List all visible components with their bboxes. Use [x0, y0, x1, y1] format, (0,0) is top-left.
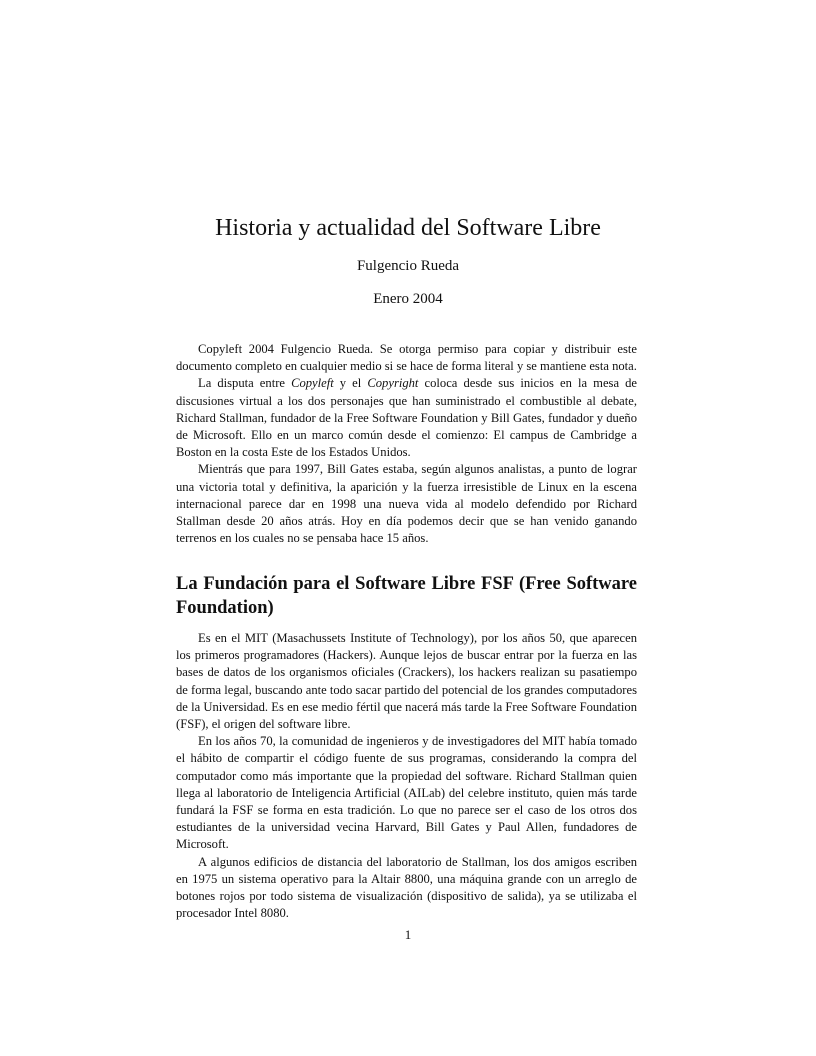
copyright-term: Copyright [367, 376, 419, 391]
abstract-text-part: coloca desde sus inicios en la mesa de discusiones virtual a los dos personajes que han suministrado el combustible al debate, Richard Stallman, fundador de la Free Software Foundation y Bill Gates, fundador y dueño de Microsoft. Ello en un marco común desde el comienzo: El campus de Cambridge a Boston en la costa Este de los Estados Unidos. [176, 376, 637, 460]
document-date: Enero 2004 [373, 291, 443, 307]
section-body [176, 630, 637, 922]
section-heading: La Fundación para el Software Libre FSF (Free Software Foundation) [176, 574, 637, 618]
document-title: Historia y actualidad del Software Libre [215, 215, 601, 241]
abstract-block [176, 341, 637, 547]
abstract-text-part: La disputa entre [198, 376, 292, 391]
page-number: 1 [404, 927, 412, 942]
abstract-paragraph-dispute [176, 375, 637, 461]
abstract-paragraph-linux: Mientrás que para 1997, Bill Gates estaba, según algunos analistas, a punto de lograr una victoria total y definitiva, la aparición y la fuerza irresistible de Linux en la escena internacional parece dar en 1998 una nueva vida al modelo defendido por Richard Stallman desde 20 años atrás. Hoy en día podemos decir que se han venido ganando terrenos en los cuales no se pensaba hace 15 años. [176, 462, 637, 546]
section-paragraph-mit: Es en el MIT (Masachussets Institute of Technology), por los años 50, que aparecen los primeros programadores (Hackers). Aunque lejos de buscar entrar por la fuerza en las bases de datos de los organismos oficiales (Crackers), los hackers realizan su pasatiempo de forma legal, buscando ante todo sacar partido del potencial de los grandes computadores de la Universidad. Es en ese medio fértil que nacerá más tarde la Free Software Foundation (FSF), el origen del software libre. [176, 631, 637, 732]
section-paragraph-altair: A algunos edificios de distancia del laboratorio de Stallman, los dos amigos escriben en 1975 un sistema operativo para la Altair 8800, una máquina grande con un arreglo de botones rojos por todo sistema de visualización (dispositivo de salida), ya se utilizaba el procesador Intel 8080. [176, 854, 637, 921]
document-author: Fulgencio Rueda [356, 258, 460, 274]
copyleft-notice-paragraph: Copyleft 2004 Fulgencio Rueda. Se otorga permiso para copiar y distribuir este documento completo en cualquier medio si se hace de forma literal y se mantiene esta nota. [176, 342, 637, 374]
section-paragraph-seventies: En los años 70, la comunidad de ingenieros y de investigadores del MIT había tomado el hábito de compartir el código fuente de sus programas, considerando la compra del computador como más importante que la propiedad del software. Richard Stallman quien llega al laboratorio de Inteligencia Artificial (AILab) del celebre instituto, quien más tarde fundará la FSF se forma en esta tradición. Lo que no parece ser el caso de los otros dos estudiantes de la universidad vecina Harvard, Bill Gates y Paul Allen, fundadores de Microsoft. [176, 734, 637, 852]
abstract-text-part: y el [333, 376, 368, 391]
copyleft-term: Copyleft [291, 376, 334, 391]
